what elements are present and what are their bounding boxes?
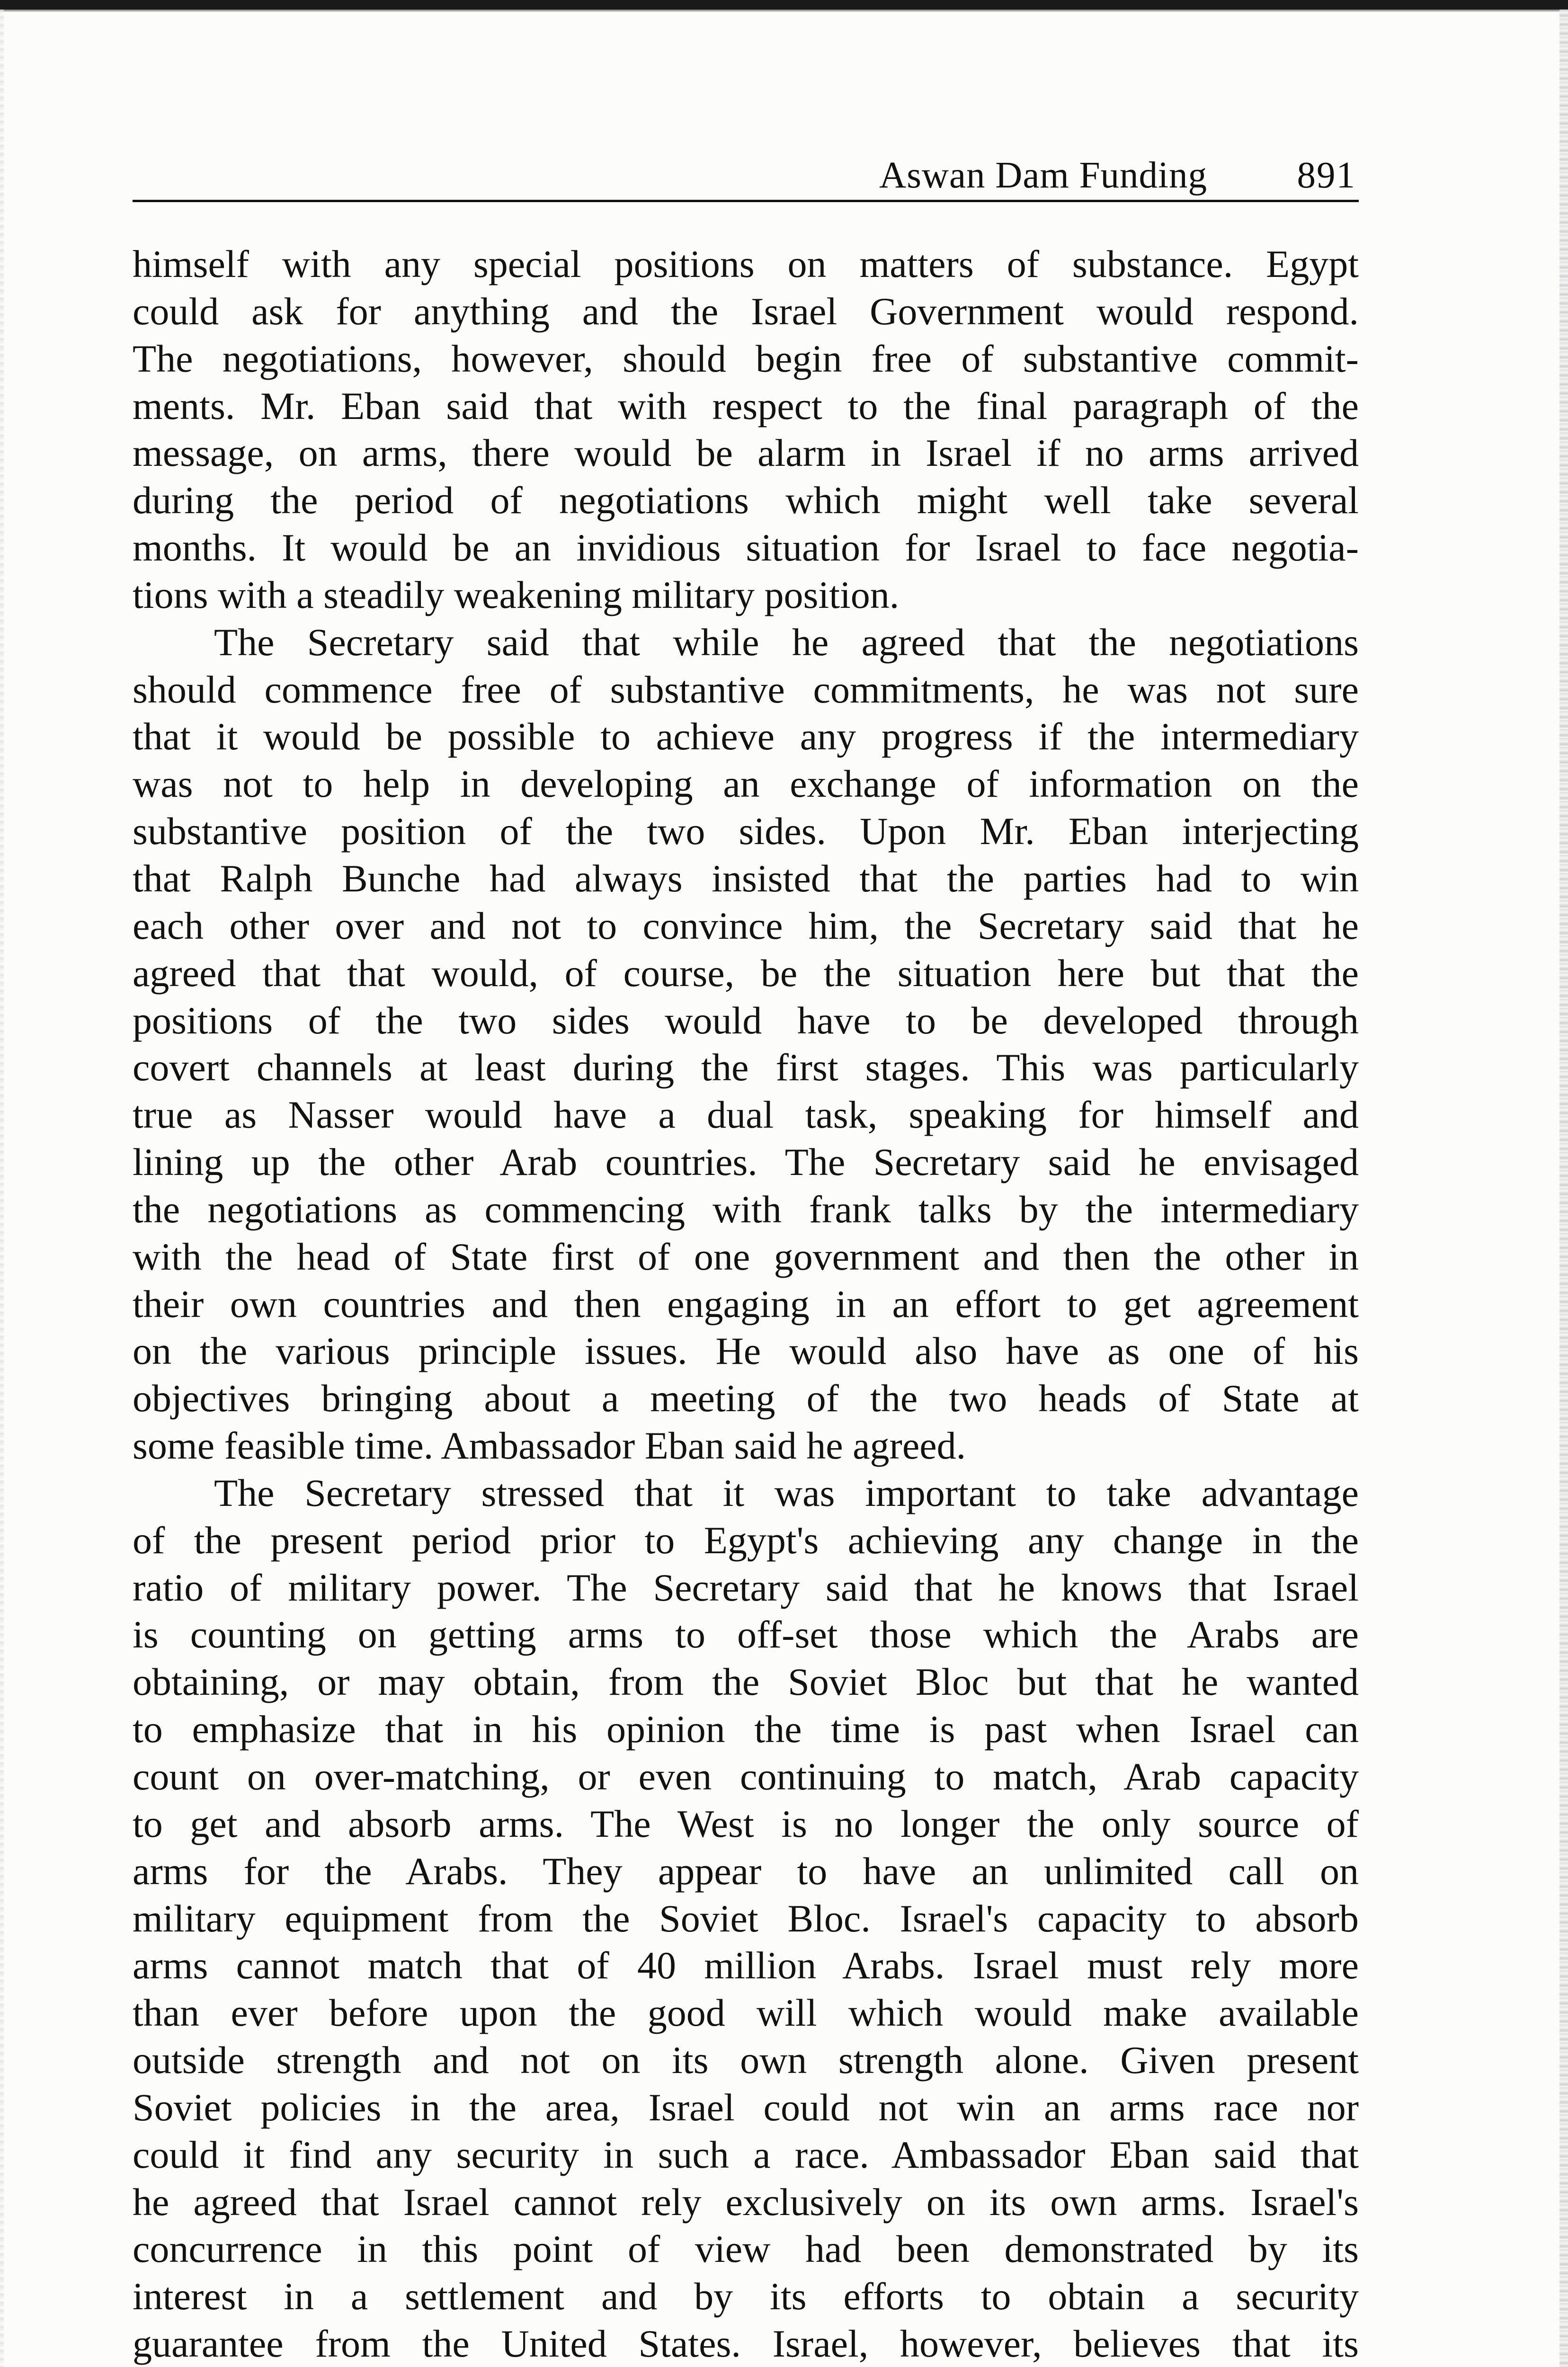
text-line: obtaining, or may obtain, from the Soviet Bloc but that he wanted xyxy=(133,1660,1359,1704)
text-line: that it would be possible to achieve any progress if the intermediary xyxy=(133,715,1359,758)
running-title: Aswan Dam Funding xyxy=(879,155,1207,196)
text-line: to get and absorb arms. The West is no longer the only source of xyxy=(133,1802,1359,1845)
text-line: message, on arms, there would be alarm in Israel if no arms arrived xyxy=(133,431,1359,475)
text-line: on the various principle issues. He would also have as one of his xyxy=(133,1329,1359,1373)
text-line: arms cannot match that of 40 million Arabs. Israel must rely more xyxy=(133,1944,1359,1987)
text-line: substantive position of the two sides. Upon Mr. Eban interjecting xyxy=(133,810,1359,853)
text-line: is counting on getting arms to off-set those which the Arabs are xyxy=(133,1613,1359,1656)
paragraph-first-line: The Secretary said that while he agreed that the negotiations xyxy=(214,620,1359,664)
text-line: than ever before upon the good will which would make available xyxy=(133,1991,1359,2035)
text-line: the negotiations as commencing with frank talks by the intermediary xyxy=(133,1187,1359,1231)
text-line: he agreed that Israel cannot rely exclusively on its own arms. Israel's xyxy=(133,2180,1359,2224)
text-line: ments. Mr. Eban said that with respect to the final paragraph of the xyxy=(133,384,1359,427)
text-line: guarantee from the United States. Israel, however, believes that its xyxy=(133,2322,1359,2366)
page-number: 891 xyxy=(1297,155,1356,196)
text-line: concurrence in this point of view had been demonstrated by its xyxy=(133,2227,1359,2271)
scan-top-border xyxy=(0,0,1568,9)
text-line: true as Nasser would have a dual task, speaking for himself and xyxy=(133,1093,1359,1137)
scan-right-edge xyxy=(1559,9,1568,2367)
text-line: agreed that that would, of course, be the situation here but that the xyxy=(133,951,1359,995)
text-line: positions of the two sides would have to be developed through xyxy=(133,998,1359,1042)
body-text xyxy=(133,240,1359,2367)
text-line: ratio of military power. The Secretary said that he knows that Israel xyxy=(133,1566,1359,1609)
text-line: was not to help in developing an exchange of information on the xyxy=(133,762,1359,806)
text-line: could it find any security in such a race. Ambassador Eban said that xyxy=(133,2133,1359,2176)
text-line: each other over and not to convince him, the Secretary said that he xyxy=(133,904,1359,947)
text-line: of the present period prior to Egypt's achieving any change in the xyxy=(133,1518,1359,1562)
text-line: could ask for anything and the Israel Government would respond. xyxy=(133,289,1359,333)
paragraph-first-line: The Secretary stressed that it was important to take advantage xyxy=(214,1471,1359,1514)
paragraph-end-line: some feasible time. Ambassador Eban said he agreed. xyxy=(133,1424,966,1468)
text-line: count on over-matching, or even continuing to match, Arab capacity xyxy=(133,1755,1359,1798)
text-line: to emphasize that in his opinion the time is past when Israel can xyxy=(133,1708,1359,1751)
text-line: objectives bringing about a meeting of the two heads of State at xyxy=(133,1377,1359,1420)
text-line: that Ralph Bunche had always insisted that the parties had to win xyxy=(133,856,1359,900)
text-line: arms for the Arabs. They appear to have an unlimited call on xyxy=(133,1849,1359,1893)
text-line: The negotiations, however, should begin free of substantive commit- xyxy=(133,337,1359,380)
paragraph-end-line: tions with a steadily weakening military position. xyxy=(133,573,900,616)
text-line: outside strength and not on its own strength alone. Given present xyxy=(133,2038,1359,2082)
text-line: himself with any special positions on matters of substance. Egypt xyxy=(133,242,1359,285)
text-line: lining up the other Arab countries. The Secretary said he envisaged xyxy=(133,1140,1359,1184)
scan-left-edge xyxy=(0,9,4,2367)
text-line: months. It would be an invidious situation for Israel to face negotia- xyxy=(133,526,1359,570)
text-line: interest in a settlement and by its efforts to obtain a security xyxy=(133,2275,1359,2318)
text-line: with the head of State first of one government and then the other in xyxy=(133,1235,1359,1278)
text-line: covert channels at least during the first stages. This was particularly xyxy=(133,1046,1359,1089)
text-line: Soviet policies in the area, Israel could not win an arms race nor xyxy=(133,2085,1359,2129)
text-line: military equipment from the Soviet Bloc. Israel's capacity to absorb xyxy=(133,1896,1359,1940)
text-line: their own countries and then engaging in an effort to get agreement xyxy=(133,1282,1359,1326)
text-line: during the period of negotiations which might well take several xyxy=(133,479,1359,522)
scan-top-shadow xyxy=(0,9,1568,12)
running-header xyxy=(133,156,1359,202)
text-line: should commence free of substantive commitments, he was not sure xyxy=(133,667,1359,711)
